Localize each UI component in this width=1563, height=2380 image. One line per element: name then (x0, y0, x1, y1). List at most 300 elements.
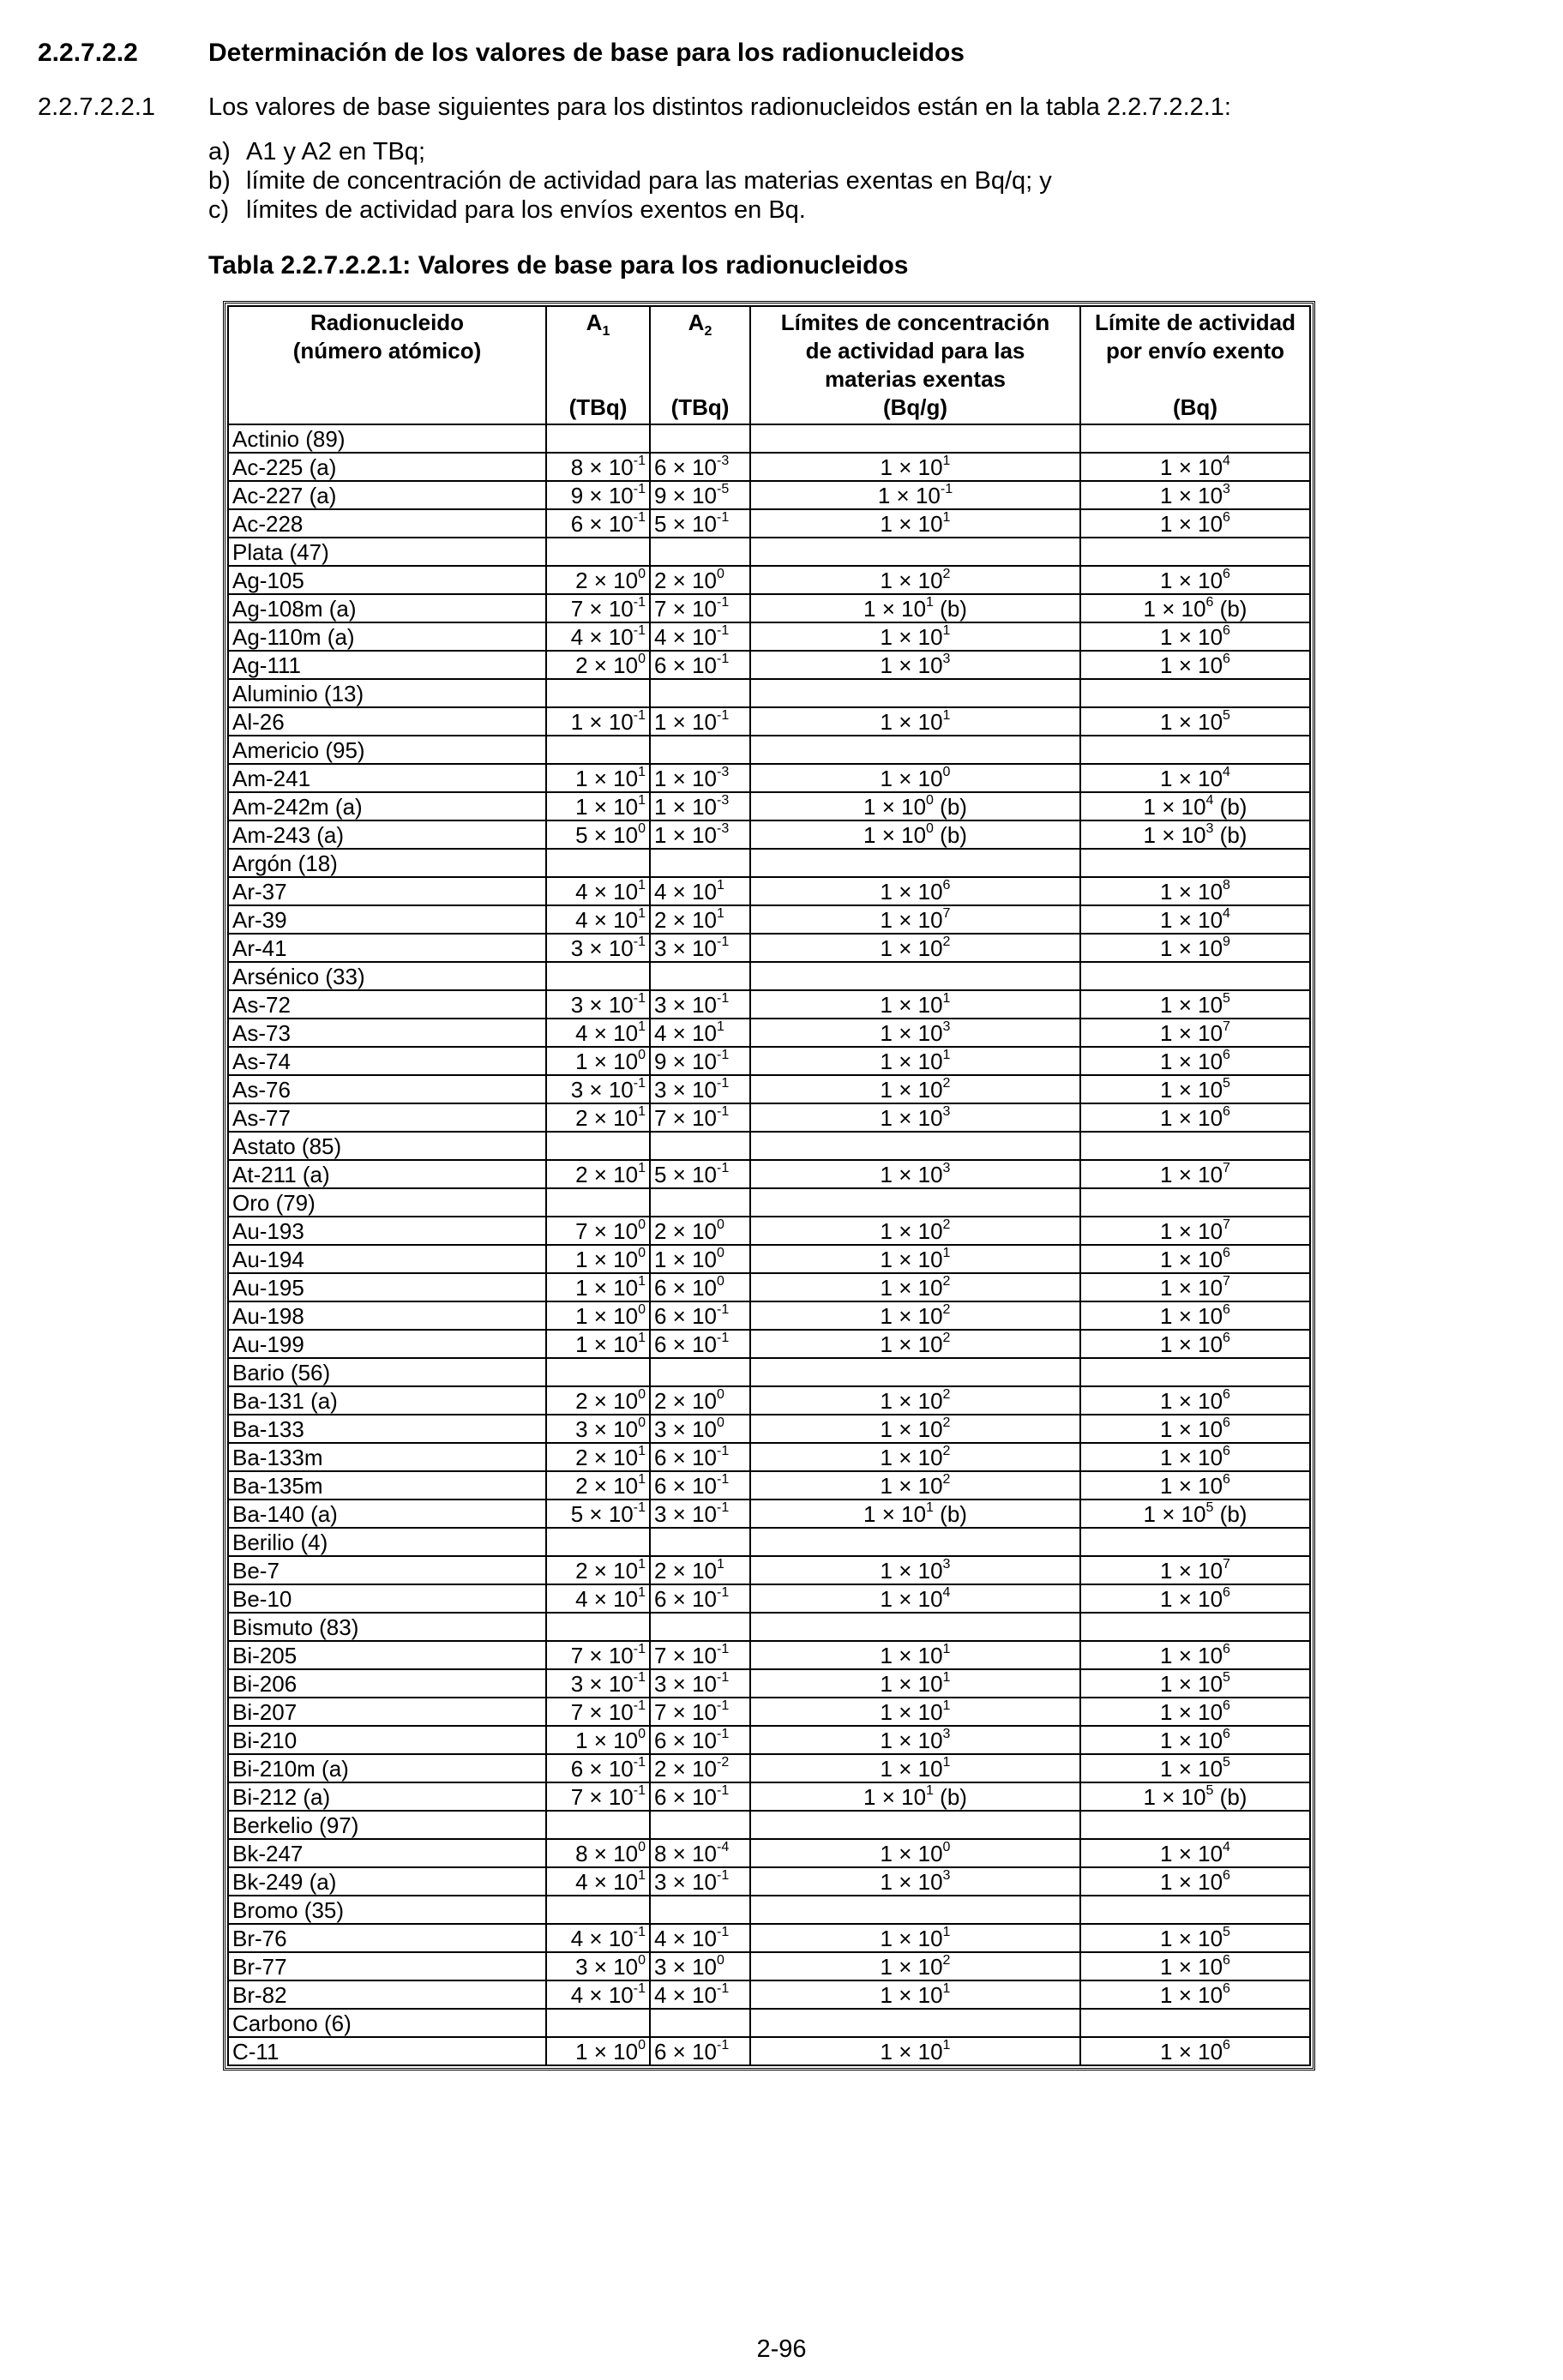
nuclide-name: Americio (95) (228, 736, 546, 764)
nuclide-name: Ba-135m (228, 1471, 546, 1500)
a1-value-exponent: 0 (638, 1726, 646, 1741)
a1-value (546, 1811, 650, 1839)
a1-value-base: 2 × 10 (575, 1472, 639, 1499)
concentration-limit-note: (b) (933, 1500, 967, 1527)
nuclide-name: Bi-205 (228, 1641, 546, 1669)
activity-limit-exponent: 6 (1223, 622, 1230, 638)
activity-limit-base: 1 × 10 (1160, 765, 1223, 791)
concentration-limit (750, 1386, 1080, 1415)
concentration-limit-exponent: 3 (942, 1103, 951, 1119)
a1-value-base: 8 × 10 (570, 454, 634, 480)
a2-value-base: 4 × 10 (654, 878, 718, 905)
nuclide-name: Au-198 (228, 1301, 546, 1330)
a2-value-exponent: -1 (717, 622, 730, 638)
a1-value-base: 2 × 10 (575, 1444, 639, 1470)
nuclide-name: Ac-227 (a) (228, 481, 546, 509)
a2-value-base: 6 × 10 (654, 1727, 718, 1753)
element-group-row (228, 1896, 1310, 1924)
activity-limit-base: 1 × 10 (1160, 1246, 1223, 1272)
list-item (208, 137, 1052, 166)
a1-value-base: 2 × 10 (575, 1104, 639, 1131)
a1-value (546, 1217, 650, 1245)
concentration-limit (750, 1613, 1080, 1641)
concentration-limit (750, 1245, 1080, 1273)
activity-limit (1080, 1500, 1310, 1528)
a1-value (546, 1754, 650, 1782)
a1-value-base: 2 × 10 (575, 1161, 639, 1187)
nuclide-row (228, 905, 1310, 934)
nuclide-name: Am-242m (a) (228, 792, 546, 820)
a2-value-base: 2 × 10 (654, 1755, 718, 1782)
nuclide-name: Au-194 (228, 1245, 546, 1273)
a2-value-base: 6 × 10 (654, 1472, 718, 1499)
a1-value-exponent: 0 (638, 1839, 646, 1854)
a1-value-base: 2 × 10 (575, 1387, 639, 1414)
a2-value (650, 1698, 750, 1726)
activity-limit-exponent: 7 (1223, 1019, 1230, 1034)
concentration-limit (750, 1811, 1080, 1839)
element-group-row (228, 679, 1310, 707)
a2-value-base: 3 × 10 (654, 991, 718, 1018)
activity-limit-exponent: 6 (1223, 509, 1230, 525)
a1-value-exponent: 1 (638, 1330, 646, 1345)
concentration-limit-exponent: 3 (942, 1019, 951, 1034)
concentration-limit (750, 1669, 1080, 1698)
concentration-limit (750, 538, 1080, 566)
a1-value-base: 1 × 10 (575, 2038, 639, 2064)
section-number: 2.2.7.2.2 (38, 39, 138, 67)
activity-limit (1080, 1358, 1310, 1386)
header-a1-unit: (TBq) (568, 394, 628, 420)
a1-value-exponent: -1 (633, 1980, 646, 1996)
concentration-limit (750, 1896, 1080, 1924)
concentration-limit-base: 1 × 10 (880, 510, 943, 537)
activity-limit-base: 1 × 10 (1160, 1387, 1223, 1414)
a2-value (650, 820, 750, 849)
list-item-text: límites de actividad para los envíos exentos en Bq. (246, 196, 806, 224)
element-group-row (228, 538, 1310, 566)
concentration-limit-base: 1 × 10 (880, 1415, 943, 1442)
a2-value-exponent: -1 (717, 2037, 730, 2052)
activity-limit (1080, 1019, 1310, 1047)
activity-limit (1080, 424, 1310, 453)
concentration-limit-exponent: 7 (942, 905, 951, 921)
a2-value (650, 990, 750, 1019)
a1-value (546, 1726, 650, 1754)
a1-value-exponent: 1 (638, 1019, 646, 1034)
concentration-limit-base: 1 × 10 (863, 821, 927, 848)
a1-value-exponent: 0 (638, 820, 646, 836)
activity-limit-base: 1 × 10 (1160, 1698, 1223, 1725)
concentration-limit-exponent: 2 (942, 1415, 951, 1430)
a1-value (546, 1613, 650, 1641)
concentration-limit-exponent: 2 (942, 1443, 951, 1458)
nuclide-row (228, 764, 1310, 792)
activity-limit-base: 1 × 10 (1160, 652, 1223, 678)
concentration-limit-base: 1 × 10 (863, 793, 927, 820)
a2-value (650, 651, 750, 679)
activity-limit-note: (b) (1213, 1783, 1247, 1810)
activity-limit-exponent: 6 (1223, 1867, 1230, 1883)
activity-limit (1080, 764, 1310, 792)
concentration-limit (750, 1528, 1080, 1556)
concentration-limit-exponent: 2 (942, 1217, 951, 1232)
concentration-limit-base: 1 × 10 (880, 1698, 943, 1725)
concentration-limit-base: 1 × 10 (880, 454, 943, 480)
nuclide-row (228, 1471, 1310, 1500)
a1-value-base: 1 × 10 (575, 1246, 639, 1272)
table-header-row (228, 306, 1310, 424)
nuclide-name: Aluminio (13) (228, 679, 546, 707)
a2-value-exponent: 1 (717, 877, 724, 892)
element-group-row (228, 424, 1310, 453)
nuclide-name: Bi-212 (a) (228, 1782, 546, 1811)
nuclide-name: Ac-228 (228, 509, 546, 538)
a1-value (546, 1782, 650, 1811)
a1-value (546, 962, 650, 990)
nuclide-name: As-77 (228, 1103, 546, 1132)
a2-value-exponent: 0 (717, 566, 724, 581)
nuclide-row (228, 1867, 1310, 1896)
a1-value (546, 1839, 650, 1867)
a1-value-base: 5 × 10 (575, 821, 639, 848)
a2-value (650, 622, 750, 651)
a1-value-exponent: -1 (633, 990, 646, 1006)
a1-value (546, 905, 650, 934)
a2-value-base: 6 × 10 (654, 1331, 718, 1357)
a1-value-exponent: -1 (633, 1641, 646, 1656)
a1-value (546, 1245, 650, 1273)
concentration-limit-exponent: 1 (942, 1669, 951, 1685)
a2-value-exponent: -3 (717, 764, 730, 779)
activity-limit (1080, 962, 1310, 990)
concentration-limit-exponent: 1 (942, 1047, 951, 1062)
concentration-limit-base: 1 × 10 (863, 1783, 927, 1810)
a2-value-exponent: -3 (717, 792, 730, 808)
a1-value (546, 1528, 650, 1556)
concentration-limit-exponent: 0 (926, 792, 934, 808)
concentration-limit-exponent: 1 (926, 1782, 934, 1798)
concentration-limit (750, 736, 1080, 764)
activity-limit-exponent: 6 (1223, 1301, 1230, 1317)
a1-value-exponent: 0 (638, 1301, 646, 1317)
a2-value (650, 1103, 750, 1132)
nuclide-row (228, 566, 1310, 594)
a1-value-base: 3 × 10 (570, 991, 634, 1018)
nuclide-row (228, 1584, 1310, 1613)
requirements-list (208, 137, 1052, 225)
nuclide-name: C-11 (228, 2037, 546, 2065)
section-title: Determinación de los valores de base para los radionucleidos (208, 39, 965, 67)
activity-limit-base: 1 × 10 (1160, 1925, 1223, 1951)
concentration-limit-exponent: 1 (942, 1245, 951, 1260)
activity-limit-exponent: 3 (1223, 481, 1230, 496)
a1-value-exponent: -1 (633, 453, 646, 468)
activity-limit-exponent: 3 (1205, 820, 1214, 836)
a2-value (650, 1952, 750, 1980)
activity-limit-exponent: 6 (1223, 1584, 1230, 1600)
a1-value-exponent: 1 (638, 1867, 646, 1883)
activity-limit-base: 1 × 10 (1143, 595, 1206, 622)
concentration-limit-note: (b) (933, 821, 967, 848)
activity-limit (1080, 792, 1310, 820)
nuclide-row (228, 1500, 1310, 1528)
nuclide-row (228, 1415, 1310, 1443)
activity-limit-note: (b) (1213, 595, 1247, 622)
header-concentration (750, 306, 1080, 424)
nuclide-name: Astato (85) (228, 1132, 546, 1160)
activity-limit-exponent: 6 (1223, 1330, 1230, 1345)
concentration-limit-base: 1 × 10 (880, 1019, 943, 1046)
concentration-limit (750, 1641, 1080, 1669)
activity-limit-exponent: 5 (1205, 1500, 1214, 1515)
concentration-limit-exponent: 2 (942, 1471, 951, 1487)
activity-limit-exponent: 7 (1223, 1556, 1230, 1572)
a2-value-base: 3 × 10 (654, 1868, 718, 1895)
activity-limit-exponent: 4 (1223, 905, 1230, 921)
a1-value-exponent: -1 (633, 934, 646, 949)
a1-value-exponent: 1 (638, 1103, 646, 1119)
activity-limit-base: 1 × 10 (1160, 1585, 1223, 1612)
a2-value-exponent: -1 (717, 509, 730, 525)
nuclide-row (228, 1782, 1310, 1811)
activity-limit (1080, 1782, 1310, 1811)
concentration-limit (750, 1415, 1080, 1443)
activity-limit (1080, 849, 1310, 877)
nuclide-name: Be-7 (228, 1556, 546, 1584)
activity-limit-exponent: 4 (1223, 764, 1230, 779)
concentration-limit-base: 1 × 10 (877, 482, 941, 508)
nuclide-name: Ar-39 (228, 905, 546, 934)
nuclide-row (228, 1839, 1310, 1867)
activity-limit-base: 1 × 10 (1160, 1331, 1223, 1357)
a2-value (650, 1358, 750, 1386)
a1-value-exponent: 1 (638, 1584, 646, 1600)
concentration-limit-exponent: 1 (942, 1641, 951, 1656)
concentration-limit-base: 1 × 10 (880, 935, 943, 961)
concentration-limit (750, 905, 1080, 934)
a2-value (650, 453, 750, 481)
a2-value-base: 6 × 10 (654, 2038, 718, 2064)
a1-value-base: 7 × 10 (570, 595, 634, 622)
concentration-limit-base: 1 × 10 (880, 1048, 943, 1074)
a1-value-base: 3 × 10 (570, 1670, 634, 1697)
activity-limit-exponent: 6 (1223, 1980, 1230, 1996)
concentration-limit-exponent: 0 (926, 820, 934, 836)
nuclide-row (228, 1698, 1310, 1726)
a1-value-base: 6 × 10 (570, 1755, 634, 1782)
nuclide-name: Bromo (35) (228, 1896, 546, 1924)
a2-value-base: 9 × 10 (654, 1048, 718, 1074)
nuclide-name: As-74 (228, 1047, 546, 1075)
a2-value (650, 1415, 750, 1443)
activity-limit-exponent: 5 (1223, 1754, 1230, 1770)
list-item-text: límite de concentración de actividad para las materias exentas en Bq/q; y (246, 167, 1052, 195)
activity-limit (1080, 1443, 1310, 1471)
concentration-limit-base: 1 × 10 (880, 765, 943, 791)
nuclide-row (228, 1160, 1310, 1188)
nuclide-name: Berilio (4) (228, 1528, 546, 1556)
concentration-limit-exponent: -1 (940, 481, 953, 496)
activity-limit (1080, 1528, 1310, 1556)
nuclide-name: As-72 (228, 990, 546, 1019)
concentration-limit-exponent: 3 (942, 1867, 951, 1883)
a1-value-base: 8 × 10 (575, 1840, 639, 1866)
activity-limit-base: 1 × 10 (1160, 482, 1223, 508)
concentration-limit-base: 1 × 10 (880, 1585, 943, 1612)
a2-value-base: 1 × 10 (654, 793, 718, 820)
activity-limit (1080, 481, 1310, 509)
activity-limit-base: 1 × 10 (1160, 906, 1223, 933)
concentration-limit-base: 1 × 10 (880, 1217, 943, 1244)
activity-limit-exponent: 4 (1223, 453, 1230, 468)
a2-value-exponent: 1 (717, 905, 724, 921)
activity-limit-exponent: 6 (1223, 1047, 1230, 1062)
nuclide-row (228, 1754, 1310, 1782)
nuclide-name: Br-77 (228, 1952, 546, 1980)
a2-value-exponent: 0 (717, 1217, 724, 1232)
concentration-limit (750, 1584, 1080, 1613)
element-group-row (228, 1358, 1310, 1386)
activity-limit-base: 1 × 10 (1160, 1415, 1223, 1442)
concentration-limit-exponent: 1 (926, 1500, 934, 1515)
header-a2-sub: 2 (704, 324, 712, 340)
nuclide-row (228, 1047, 1310, 1075)
nuclide-name: Ar-41 (228, 934, 546, 962)
header-conc-line: Límites de concentración (780, 310, 1050, 335)
activity-limit-base: 1 × 10 (1160, 1840, 1223, 1866)
a2-value-base: 6 × 10 (654, 1585, 718, 1612)
concentration-limit-base: 1 × 10 (880, 1274, 943, 1301)
a2-value (650, 1726, 750, 1754)
a2-value-exponent: -3 (717, 820, 730, 836)
a1-value (546, 849, 650, 877)
a2-value (650, 1132, 750, 1160)
a1-value-base: 4 × 10 (575, 1019, 639, 1046)
activity-limit (1080, 1047, 1310, 1075)
header-a1-label: A (586, 310, 603, 335)
a2-value-exponent: 1 (717, 1556, 724, 1572)
a1-value-exponent: -1 (633, 1075, 646, 1091)
a1-value (546, 1358, 650, 1386)
a2-value-base: 3 × 10 (654, 1076, 718, 1103)
a1-value-base: 2 × 10 (575, 652, 639, 678)
nuclide-name: Br-76 (228, 1924, 546, 1952)
concentration-limit (750, 679, 1080, 707)
activity-limit-exponent: 6 (1223, 1641, 1230, 1656)
activity-limit (1080, 1924, 1310, 1952)
concentration-limit-base: 1 × 10 (880, 1868, 943, 1895)
a1-value (546, 820, 650, 849)
header-limit-line: Límite de actividad (1094, 310, 1296, 335)
element-group-row (228, 1528, 1310, 1556)
a1-value-base: 1 × 10 (575, 1048, 639, 1074)
concentration-limit (750, 1867, 1080, 1896)
a1-value (546, 1443, 650, 1471)
concentration-limit (750, 877, 1080, 905)
activity-limit-base: 1 × 10 (1160, 1557, 1223, 1584)
a1-value-base: 7 × 10 (575, 1217, 639, 1244)
concentration-limit (750, 1103, 1080, 1132)
a1-value-exponent: -1 (633, 509, 646, 525)
a1-value (546, 736, 650, 764)
activity-limit-base: 1 × 10 (1160, 567, 1223, 593)
a2-value (650, 1273, 750, 1301)
concentration-limit-exponent: 1 (942, 990, 951, 1006)
concentration-limit (750, 934, 1080, 962)
a1-value (546, 1415, 650, 1443)
activity-limit-exponent: 6 (1223, 1698, 1230, 1713)
a2-value-exponent: -1 (717, 1698, 730, 1713)
a2-value-exponent: 0 (717, 1245, 724, 1260)
a1-value-base: 4 × 10 (570, 623, 634, 650)
concentration-limit-base: 1 × 10 (880, 1161, 943, 1187)
activity-limit-exponent: 6 (1223, 1443, 1230, 1458)
a1-value-exponent: 0 (638, 2037, 646, 2052)
nuclide-name: Arsénico (33) (228, 962, 546, 990)
a1-value-base: 1 × 10 (575, 1302, 639, 1329)
concentration-limit-base: 1 × 10 (880, 878, 943, 905)
a2-value-exponent: -1 (717, 1782, 730, 1798)
concentration-limit (750, 424, 1080, 453)
a1-value (546, 2037, 650, 2065)
concentration-limit-base: 1 × 10 (880, 708, 943, 735)
a2-value (650, 1980, 750, 2009)
element-group-row (228, 2009, 1310, 2037)
activity-limit (1080, 1613, 1310, 1641)
a2-value-base: 8 × 10 (654, 1840, 718, 1866)
nuclide-name: As-73 (228, 1019, 546, 1047)
concentration-limit-base: 1 × 10 (880, 1557, 943, 1584)
a1-value-exponent: 0 (638, 651, 646, 666)
activity-limit (1080, 736, 1310, 764)
concentration-limit-exponent: 1 (942, 1754, 951, 1770)
concentration-limit (750, 481, 1080, 509)
nuclide-row (228, 1217, 1310, 1245)
activity-limit-note: (b) (1213, 821, 1247, 848)
a1-value (546, 453, 650, 481)
element-group-row (228, 1132, 1310, 1160)
concentration-limit-exponent: 2 (942, 1273, 951, 1289)
a1-value (546, 1867, 650, 1896)
a2-value (650, 1443, 750, 1471)
list-item (208, 195, 1052, 225)
header-a1-sub: 1 (602, 324, 610, 340)
a2-value (650, 1669, 750, 1698)
activity-limit-exponent: 7 (1223, 1217, 1230, 1232)
a2-value-exponent: 1 (717, 1019, 724, 1034)
activity-limit (1080, 1641, 1310, 1669)
header-conc-line: de actividad para las (805, 338, 1025, 364)
a2-value-exponent: -1 (717, 1301, 730, 1317)
a1-value (546, 764, 650, 792)
activity-limit-exponent: 6 (1205, 594, 1214, 610)
page-number: 2-96 (756, 2335, 807, 2363)
a1-value-base: 5 × 10 (570, 1500, 634, 1527)
activity-limit-base: 1 × 10 (1143, 793, 1206, 820)
a2-value (650, 764, 750, 792)
a1-value-exponent: 0 (638, 1386, 646, 1402)
a1-value-exponent: -1 (633, 1500, 646, 1515)
activity-limit-exponent: 6 (1223, 1471, 1230, 1487)
activity-limit-base: 1 × 10 (1160, 1444, 1223, 1470)
a2-value (650, 2009, 750, 2037)
activity-limit-base: 1 × 10 (1160, 1076, 1223, 1103)
a2-value (650, 736, 750, 764)
a2-value-exponent: -1 (717, 651, 730, 666)
list-item (208, 166, 1052, 195)
concentration-limit-exponent: 2 (942, 1330, 951, 1345)
